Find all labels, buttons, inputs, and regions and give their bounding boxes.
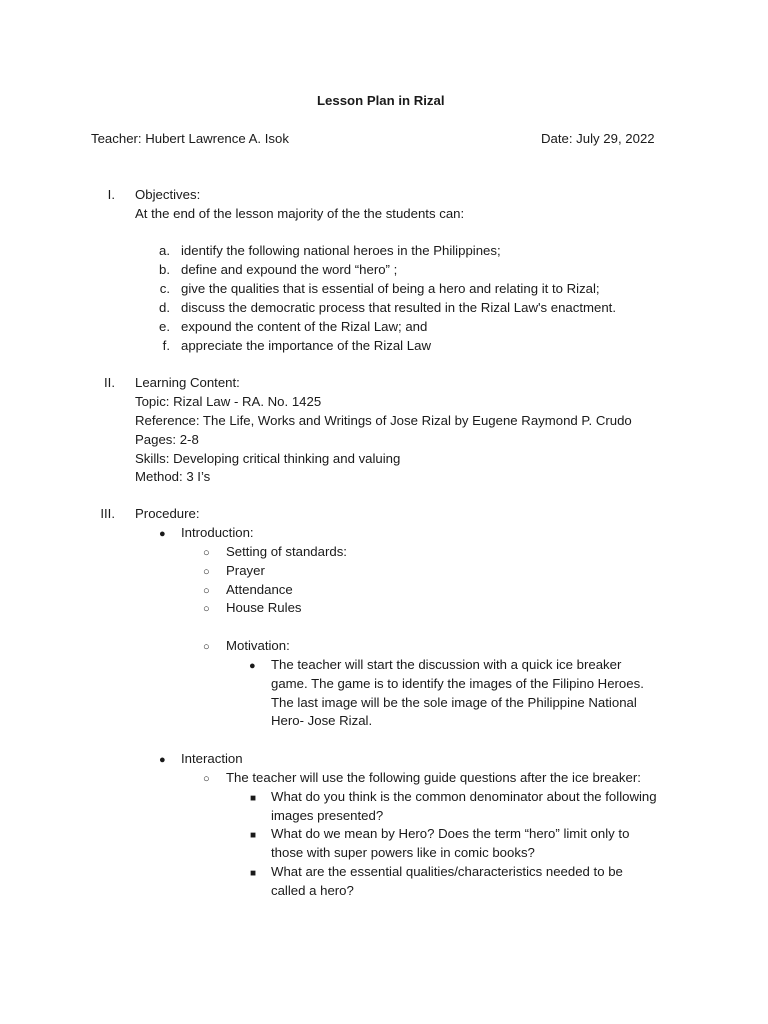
guide-question: images presented? <box>271 808 384 823</box>
section-numeral: III. <box>100 506 115 521</box>
section-numeral: II. <box>104 375 115 390</box>
section-heading: Procedure: <box>135 506 200 521</box>
square-bullet-icon: ■ <box>250 793 257 804</box>
section-heading: Learning Content: <box>135 375 240 390</box>
list-item: identify the following national heroes in the Philippines; <box>181 243 501 258</box>
date-line: Date: July 29, 2022 <box>541 131 655 146</box>
guide-question: What are the essential qualities/characteristics needed to be <box>271 864 623 879</box>
list-item: Attendance <box>226 582 293 597</box>
square-bullet-icon: ■ <box>250 868 257 879</box>
guide-question: called a hero? <box>271 883 354 898</box>
circle-bullet-icon: ○ <box>203 773 210 785</box>
circle-bullet-icon: ○ <box>203 547 210 559</box>
list-item: give the qualities that is essential of being a hero and relating it to Rizal; <box>181 281 600 296</box>
list-marker: e. <box>159 319 170 334</box>
list-item: discuss the democratic process that resulted in the Rizal Law's enactment. <box>181 300 616 315</box>
bullet-icon: ● <box>159 754 166 766</box>
list-item: Setting of standards: <box>226 544 347 559</box>
guide-question: those with super powers like in comic books? <box>271 845 535 860</box>
list-item: appreciate the importance of the Rizal Law <box>181 338 431 353</box>
bullet-icon: ● <box>249 660 256 672</box>
motivation-text: game. The game is to identify the images of the Filipino Heroes. <box>271 676 644 691</box>
bullet-icon: ● <box>159 528 166 540</box>
guide-question: What do you think is the common denominator about the following <box>271 789 657 804</box>
list-marker: f. <box>162 338 170 353</box>
interaction-guide: The teacher will use the following guide questions after the ice breaker: <box>226 770 641 785</box>
list-item: House Rules <box>226 600 302 615</box>
motivation-text: The teacher will start the discussion with a quick ice breaker <box>271 657 622 672</box>
content-topic: Topic: Rizal Law - RA. No. 1425 <box>135 394 322 409</box>
circle-bullet-icon: ○ <box>203 641 210 653</box>
list-item: Prayer <box>226 563 265 578</box>
content-reference: Reference: The Life, Works and Writings of Jose Rizal by Eugene Raymond P. Crudo <box>135 413 632 428</box>
list-marker: c. <box>159 281 170 296</box>
objectives-intro: At the end of the lesson majority of the the students can: <box>135 206 465 221</box>
list-item: define and expound the word “hero” ; <box>181 262 398 277</box>
list-marker: a. <box>159 243 170 258</box>
circle-bullet-icon: ○ <box>203 603 210 615</box>
section-numeral: I. <box>107 187 115 202</box>
circle-bullet-icon: ○ <box>203 566 210 578</box>
list-marker: d. <box>159 300 170 315</box>
teacher-line: Teacher: Hubert Lawrence A. Isok <box>91 131 289 146</box>
motivation-text: Hero- Jose Rizal. <box>271 713 373 728</box>
square-bullet-icon: ■ <box>250 830 257 841</box>
content-method: Method: 3 I’s <box>135 469 211 484</box>
section-heading: Objectives: <box>135 187 201 202</box>
guide-question: What do we mean by Hero? Does the term “hero” limit only to <box>271 826 630 841</box>
content-pages: Pages: 2-8 <box>135 432 199 447</box>
circle-bullet-icon: ○ <box>203 585 210 597</box>
list-marker: b. <box>159 262 170 277</box>
introduction-label: Introduction: <box>181 525 254 540</box>
motivation-label: Motivation: <box>226 638 290 653</box>
interaction-label: Interaction <box>181 751 243 766</box>
list-item: expound the content of the Rizal Law; and <box>181 319 428 334</box>
content-skills: Skills: Developing critical thinking and valuing <box>135 451 401 466</box>
page-title: Lesson Plan in Rizal <box>317 93 445 108</box>
motivation-text: The last image will be the sole image of the Philippine National <box>271 695 637 710</box>
